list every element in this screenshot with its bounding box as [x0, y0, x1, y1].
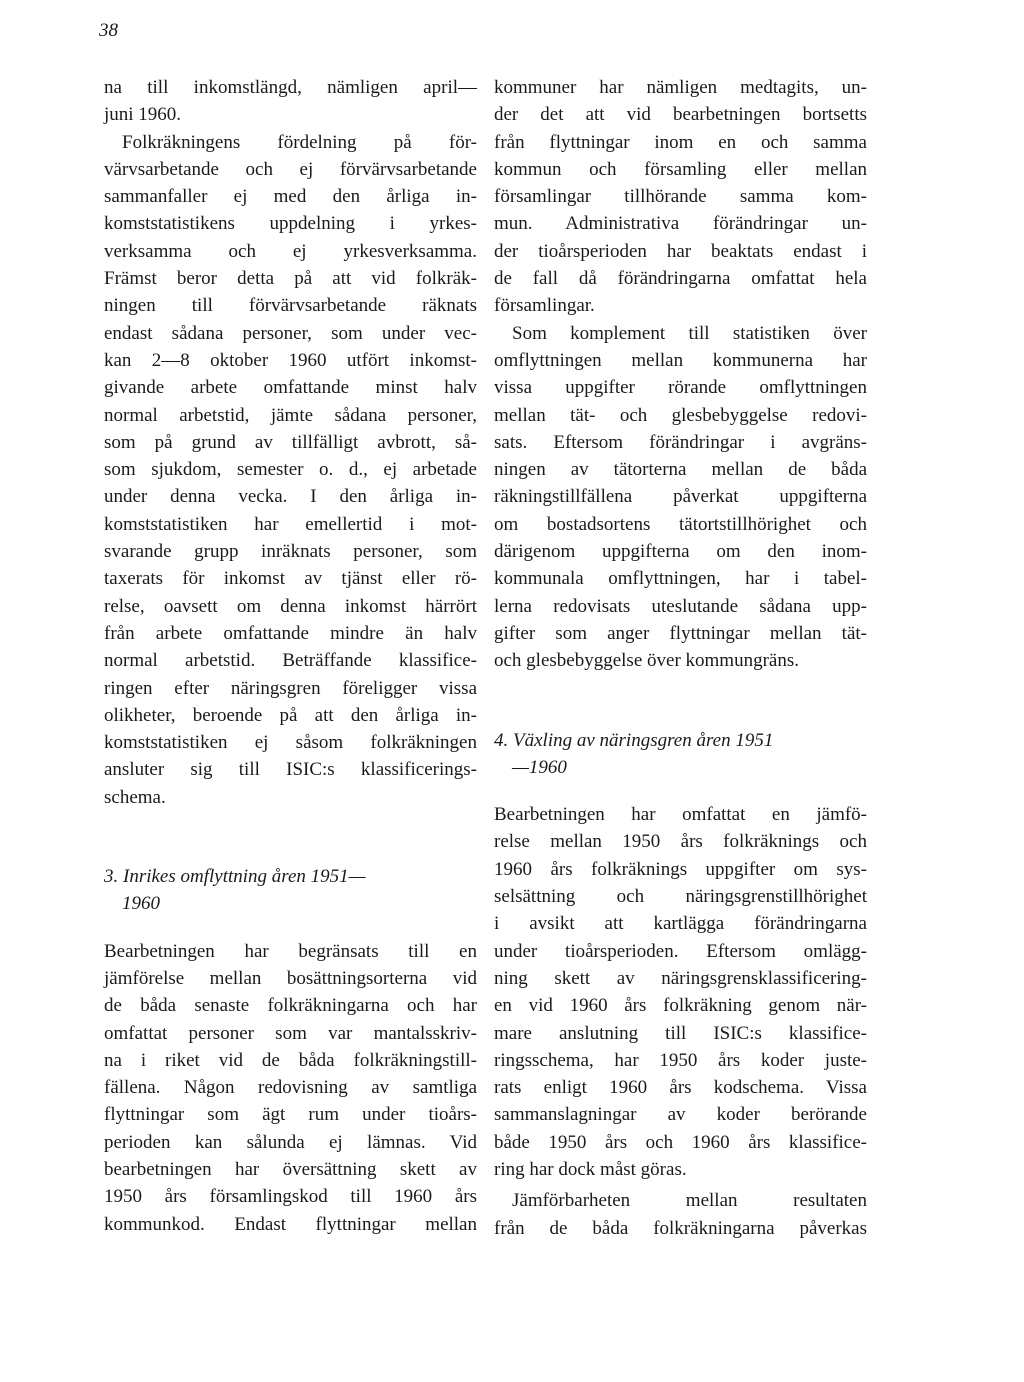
text-line: räkningstillfällena påverkat uppgifterna: [494, 486, 867, 508]
text-line: bearbetningen har översättning skett av: [104, 1158, 477, 1180]
text-line: jämförelse mellan bosättningsorterna vid: [104, 967, 477, 989]
text-line: verksamma och ej yrkesverksamma.: [104, 240, 477, 262]
text-line: de fall då förändringarna omfattat hela: [494, 268, 867, 290]
left-paragraph-3: [104, 938, 477, 1238]
section-heading-4: [494, 727, 867, 782]
text-line: från flyttningar inom en och samma: [494, 131, 867, 153]
text-line: från de båda folkräkningarna påverkas: [494, 1217, 867, 1239]
text-line: ansluter sig till ISIC:s klassificerings-: [104, 759, 477, 781]
text-line: na i riket vid de båda folkräkningstill-: [104, 1049, 477, 1071]
text-line: givande arbete omfattande minst halv: [104, 377, 477, 399]
text-line: under tioårsperioden. Eftersom omlägg-: [494, 940, 867, 962]
section-heading-line: —1960: [512, 756, 567, 778]
text-line: som sjukdom, semester o. d., ej arbetade: [104, 459, 477, 481]
text-line: ningen av tätorterna mellan de båda: [494, 459, 867, 481]
text-line: endast sådana personer, som under vec-: [104, 322, 477, 344]
text-line: under denna vecka. I den årliga in-: [104, 486, 477, 508]
text-line: Bearbetningen har omfattat en jämfö-: [494, 804, 867, 826]
text-line: fällena. Någon redovisning av samtliga: [104, 1077, 477, 1099]
text-line: Jämförbarheten mellan resultaten: [512, 1190, 867, 1212]
text-line: församlingar.: [494, 295, 595, 317]
text-line: mellan tät- och glesbebyggelse redovi-: [494, 404, 867, 426]
text-line: svarande grupp inräknats personer, som: [104, 541, 477, 563]
text-line: schema.: [104, 786, 166, 808]
text-line: både 1950 års och 1960 års klassifice-: [494, 1131, 867, 1153]
text-line: mare anslutning till ISIC:s klassifice-: [494, 1022, 867, 1044]
text-line: de båda senaste folkräkningarna och har: [104, 995, 477, 1017]
text-line: der det att vid bearbetningen bortsetts: [494, 104, 867, 126]
text-line: selsättning och näringsgrenstillhörighet: [494, 886, 867, 908]
text-line: värvsarbetande och ej förvärvsarbetande: [104, 158, 477, 180]
text-line: 1950 års församlingskod till 1960 års: [104, 1186, 477, 1208]
text-line: gifter som anger flyttningar mellan tät-: [494, 622, 867, 644]
text-line: komststatistiken ej såsom folkräkningen: [104, 732, 477, 754]
text-line: normal arbetstid, jämte sådana personer,: [104, 404, 477, 426]
text-line: en vid 1960 års folkräkning genom när-: [494, 995, 867, 1017]
text-line: Bearbetningen har begränsats till en: [104, 940, 477, 962]
text-line: kommun och församling eller mellan: [494, 158, 867, 180]
text-line: juni 1960.: [104, 104, 182, 126]
section-heading-line: 3. Inrikes omflyttning åren 1951—: [104, 866, 366, 888]
text-line: omfattat personer som var mantalsskriv-: [104, 1022, 477, 1044]
text-line: ningen till förvärvsarbetande räknats: [104, 295, 477, 317]
text-line: komststatistiken har emellertid i mot-: [104, 513, 477, 535]
text-line: olikheter, beroende på att den årliga in-: [104, 704, 477, 726]
left-paragraph-2: [104, 129, 477, 811]
left-column: [104, 74, 477, 1238]
text-line: mun. Administrativa förändringar un-: [494, 213, 867, 235]
text-line: flyttningar som ägt rum under tioårs-: [104, 1104, 477, 1126]
right-paragraph-2: [494, 320, 867, 675]
text-line: Som komplement till statistiken över: [512, 322, 867, 344]
text-line: ringen efter näringsgren föreligger vissa: [104, 677, 477, 699]
right-paragraph-3: [494, 801, 867, 1183]
text-line: 1960 års folkräknings uppgifter om sys-: [494, 858, 867, 880]
text-line: vissa uppgifter rörande omflyttningen: [494, 377, 867, 399]
page-number: 38: [99, 20, 118, 41]
text-line: ringsschema, har 1950 års koder juste-: [494, 1049, 867, 1071]
text-line: kommunkod. Endast flyttningar mellan: [104, 1213, 477, 1235]
text-line: kommunala omflyttningen, har i tabel-: [494, 568, 867, 590]
text-line: från arbete omfattande mindre än halv: [104, 622, 477, 644]
section-heading-line: 1960: [122, 893, 160, 915]
right-paragraph-4: [494, 1187, 867, 1242]
section-heading-line: 4. Växling av näringsgren åren 1951: [494, 729, 774, 751]
text-line: rats enligt 1960 års kodschema. Vissa: [494, 1077, 867, 1099]
text-line: Folkräkningens fördelning på för-: [122, 131, 477, 153]
text-line: församlingar tillhörande samma kom-: [494, 186, 867, 208]
text-line: taxerats för inkomst av tjänst eller rö-: [104, 568, 477, 590]
text-line: och glesbebyggelse över kommungräns.: [494, 650, 799, 672]
text-line: normal arbetstid. Beträffande klassifice-: [104, 650, 477, 672]
left-paragraph-1: [104, 74, 477, 129]
right-column: [494, 74, 867, 1242]
text-line: sammanfaller ej med den årliga in-: [104, 186, 477, 208]
text-line: ning skett av näringsgrensklassificering-: [494, 967, 867, 989]
section-heading-3: [104, 863, 477, 918]
text-line: perioden kan sålunda ej lämnas. Vid: [104, 1131, 477, 1153]
text-line: som på grund av tillfälligt avbrott, så-: [104, 431, 477, 453]
text-line: na till inkomstlängd, nämligen april—: [104, 77, 477, 98]
text-line: om bostadsortens tätortstillhörighet och: [494, 513, 867, 535]
text-line: sats. Eftersom förändringar i avgräns-: [494, 431, 867, 453]
text-line: ring har dock måst göras.: [494, 1158, 687, 1180]
text-line: kan 2—8 oktober 1960 utfört inkomst-: [104, 349, 477, 371]
text-line: därigenom uppgifterna om den inom-: [494, 541, 867, 563]
text-line: relse mellan 1950 års folkräknings och: [494, 831, 867, 853]
right-paragraph-1: [494, 74, 867, 320]
text-line: komststatistikens uppdelning i yrkes-: [104, 213, 477, 235]
text-line: lerna redovisats uteslutande sådana upp-: [494, 595, 867, 617]
text-line: omflyttningen mellan kommunerna har: [494, 349, 867, 371]
text-line: sammanslagningar av koder berörande: [494, 1104, 867, 1126]
text-line: der tioårsperioden har beaktats endast i: [494, 240, 867, 262]
text-line: i avsikt att kartlägga förändringarna: [494, 913, 867, 935]
text-line: Främst beror detta på att vid folkräk-: [104, 268, 477, 290]
text-line: relse, oavsett om denna inkomst härrört: [104, 595, 477, 617]
text-line: kommuner har nämligen medtagits, un-: [494, 77, 867, 98]
